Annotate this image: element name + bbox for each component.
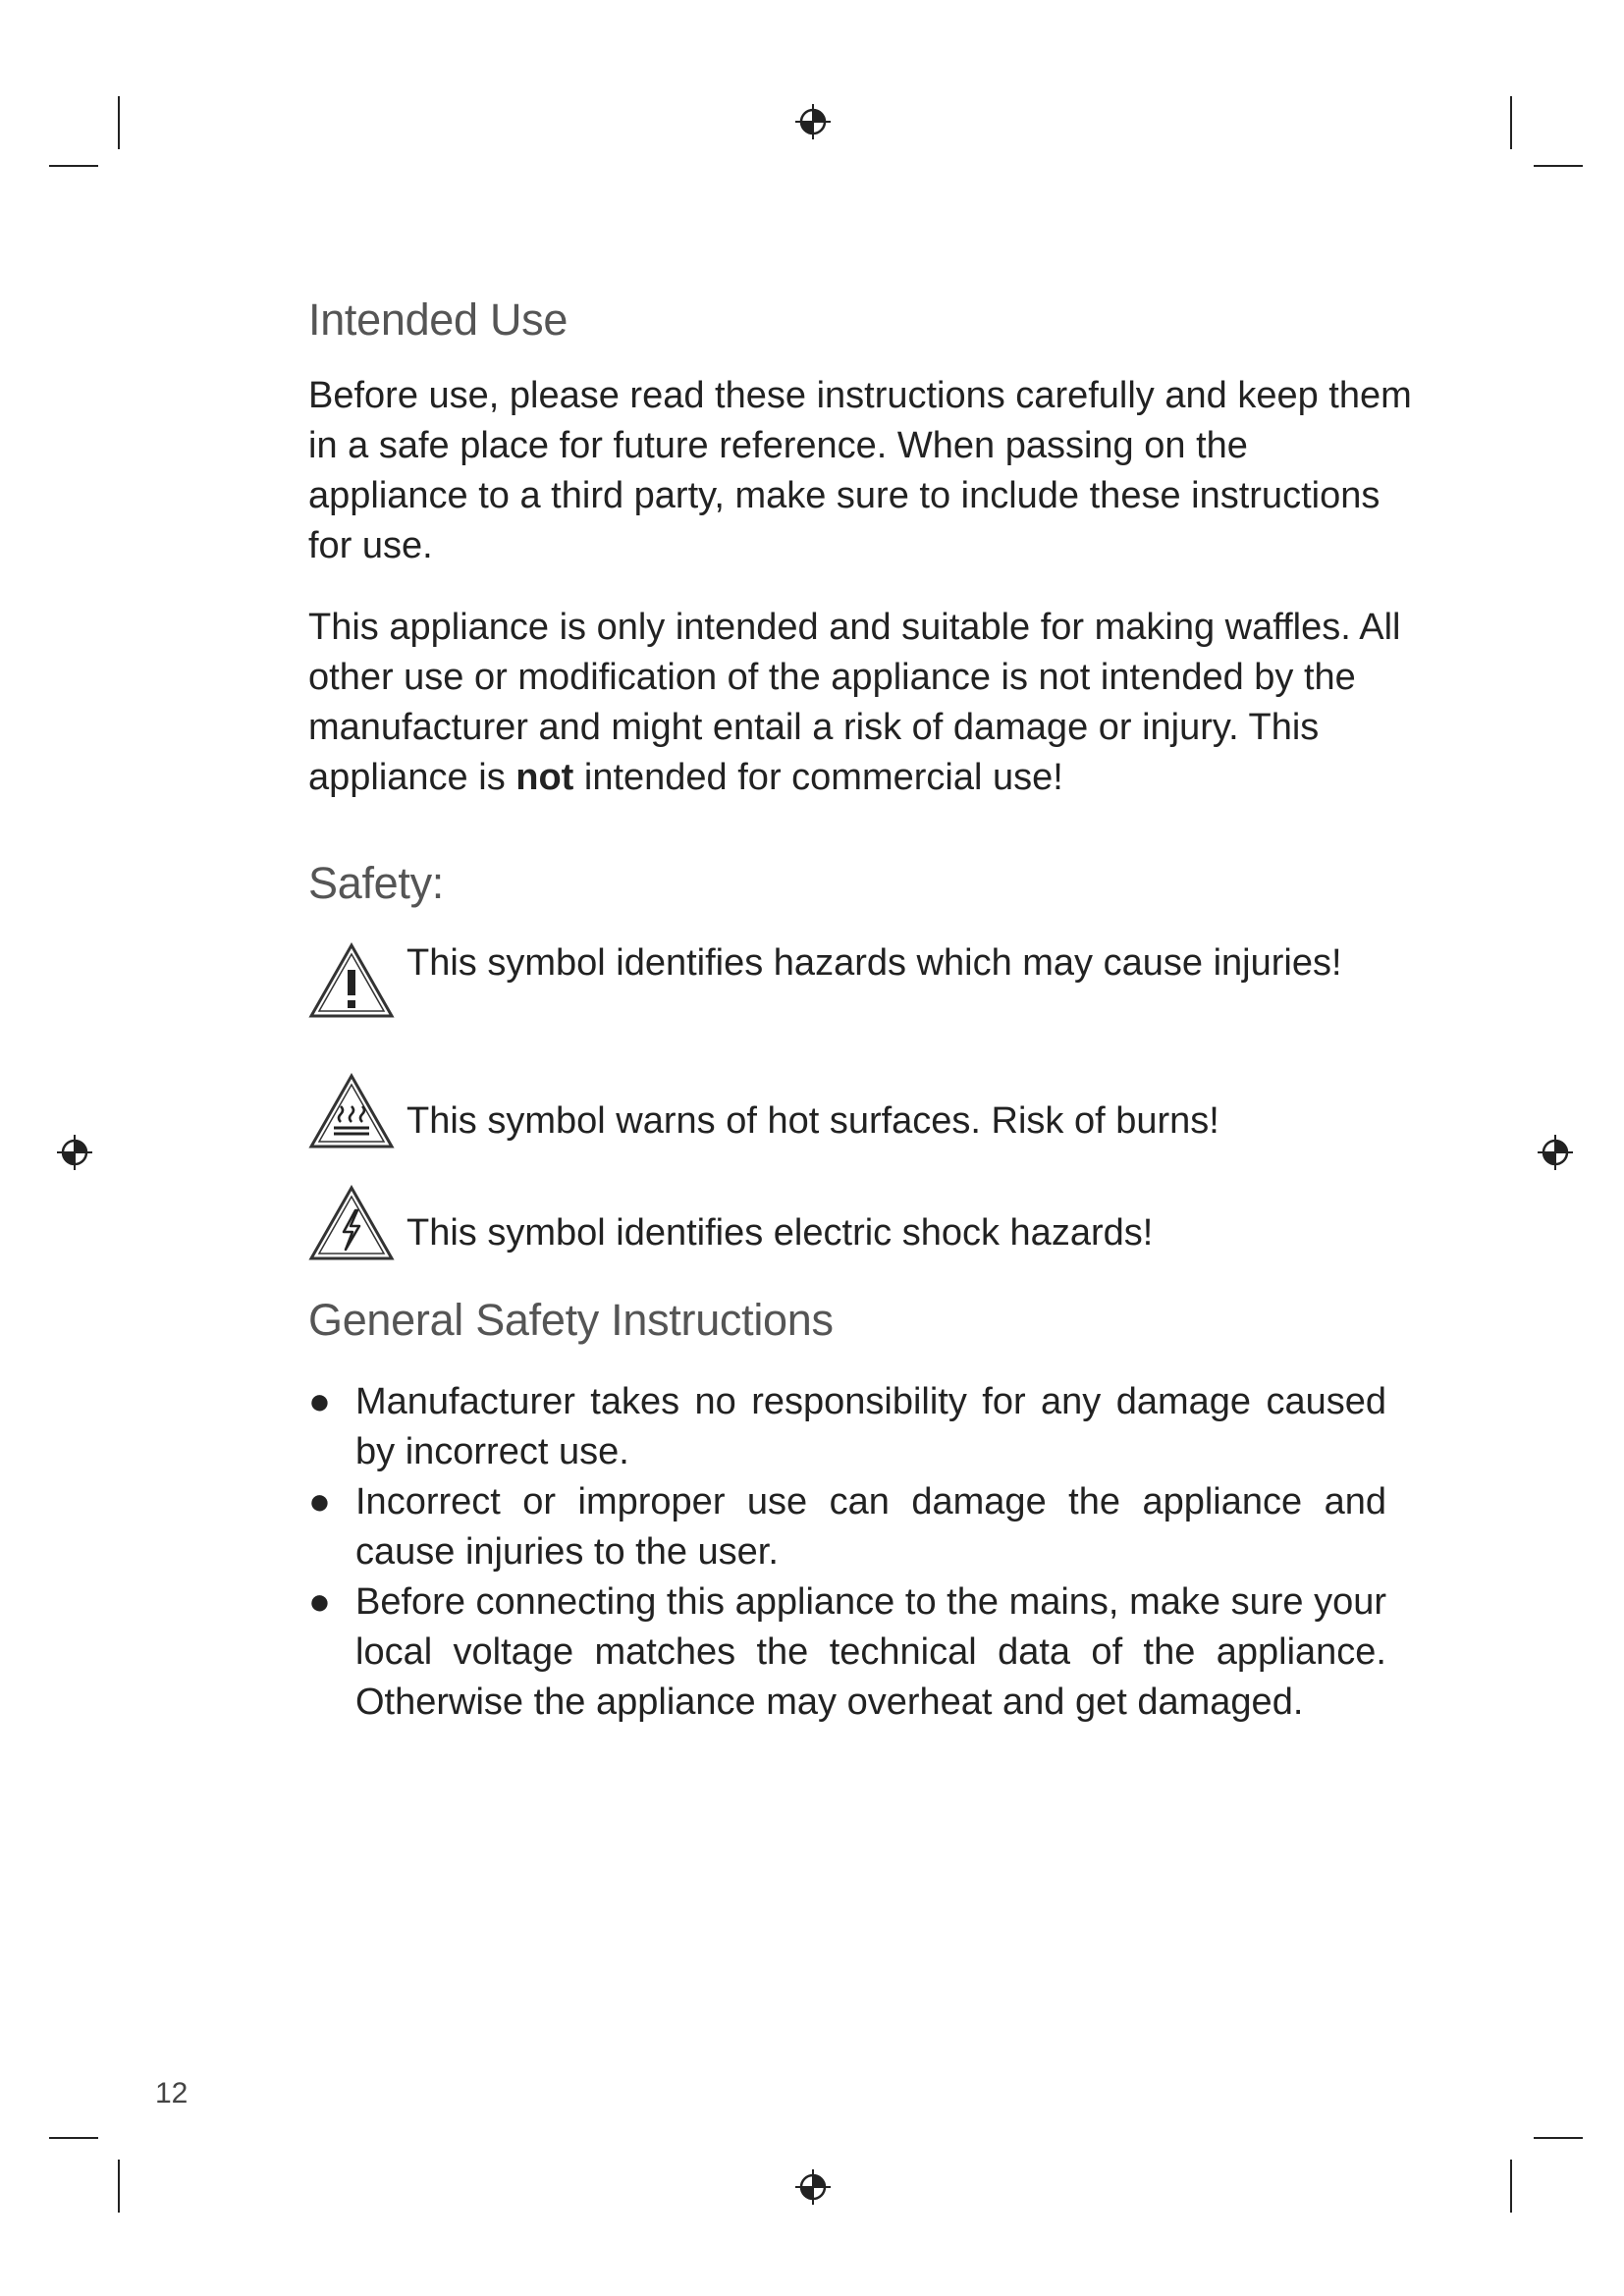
registration-mark-icon <box>793 102 833 141</box>
registration-mark-icon <box>1536 1133 1575 1172</box>
general-safety-list <box>308 1377 1437 1728</box>
intended-use-p2-text-end: intended for commercial use! <box>573 757 1063 798</box>
symbol-row-electric-shock <box>308 1185 1437 1283</box>
crop-mark <box>118 96 120 149</box>
general-safety-heading: General Safety Instructions <box>308 1295 834 1345</box>
intended-use-p2-bold: not <box>515 757 574 798</box>
symbol-electric-shock-text: This symbol identifies electric shock hazards! <box>406 1212 1154 1254</box>
page-number: 12 <box>155 2077 189 2109</box>
crop-mark <box>49 165 98 167</box>
registration-mark-icon <box>793 2167 833 2207</box>
hot-surface-warning-icon <box>308 1073 395 1149</box>
list-item <box>308 1577 1386 1728</box>
list-item <box>308 1477 1386 1577</box>
intended-use-paragraph-2 <box>308 603 1447 803</box>
crop-mark <box>1510 96 1512 149</box>
symbol-row-injury <box>308 938 1437 1061</box>
symbol-row-hot-surface <box>308 1073 1437 1181</box>
crop-mark <box>118 2160 120 2213</box>
bullet-icon: ● <box>308 1581 331 1623</box>
page-content <box>308 294 1437 1728</box>
list-item-text: Before connecting this appliance to the mains, make sure your local voltage matches the technical data of the appliance. Otherwise the appliance may overheat and get damaged. <box>355 1581 1386 1723</box>
bullet-icon: ● <box>308 1381 331 1422</box>
intended-use-heading: Intended Use <box>308 294 568 345</box>
crop-mark <box>49 2137 98 2139</box>
electric-shock-warning-icon <box>308 1185 395 1261</box>
list-item <box>308 1377 1386 1477</box>
symbol-injury-text: This symbol identifies hazards which may cause injuries! <box>406 942 1342 984</box>
intended-use-p2-text: This appliance is only intended and suitable for making waffles. All other use or modification of the appliance is not intended by the manufacturer and might entail a risk of damage or injury. This appliance is <box>308 607 1401 798</box>
symbol-hot-surface-text: This symbol warns of hot surfaces. Risk of burns! <box>406 1100 1219 1142</box>
crop-mark <box>1534 165 1583 167</box>
list-item-text: Manufacturer takes no responsibility for any damage caused by incorrect use. <box>355 1381 1386 1472</box>
safety-heading: Safety: <box>308 858 444 908</box>
exclamation-warning-icon <box>308 942 395 1019</box>
bullet-icon: ● <box>308 1481 331 1522</box>
registration-mark-icon <box>55 1133 94 1172</box>
list-item-text: Incorrect or improper use can damage the appliance and cause injuries to the user. <box>355 1481 1386 1573</box>
crop-mark <box>1510 2160 1512 2213</box>
intended-use-paragraph-1: Before use, please read these instructions carefully and keep them in a safe place for future reference. When passing on the appliance to a third party, make sure to include these instructions for use. <box>308 375 1412 566</box>
crop-mark <box>1534 2137 1583 2139</box>
